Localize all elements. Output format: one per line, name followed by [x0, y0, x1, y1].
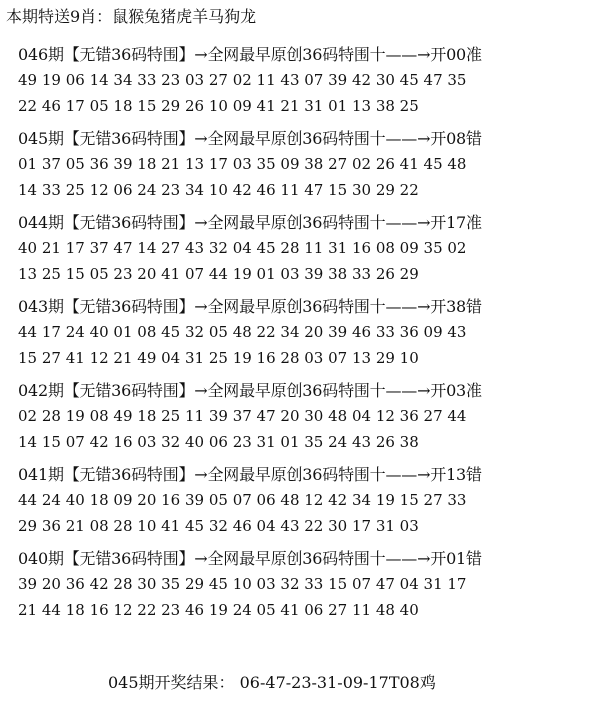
issue-header: 043期【无错36码特围】→全网最早原创36码特围十——→开38错 — [18, 297, 482, 316]
issue-header: 046期【无错36码特围】→全网最早原创36码特围十——→开00准 — [18, 45, 482, 64]
number-line: 01 37 05 36 39 18 21 13 17 03 35 09 38 27 02 26 41 45 48 — [18, 155, 467, 173]
number-line: 14 15 07 42 16 03 32 40 06 23 31 01 35 24 43 26 38 — [18, 433, 419, 451]
issue-block — [0, 462, 595, 539]
issue-header: 044期【无错36码特围】→全网最早原创36码特围十——→开17准 — [18, 213, 482, 232]
number-line: 44 17 24 40 01 08 45 32 05 48 22 34 20 39 46 33 36 09 43 — [18, 323, 467, 341]
issue-block — [0, 210, 595, 287]
issue-block — [0, 546, 595, 623]
issue-header: 040期【无错36码特围】→全网最早原创36码特围十——→开01错 — [18, 549, 482, 568]
number-line: 40 21 17 37 47 14 27 43 32 04 45 28 11 31 16 08 09 35 02 — [18, 239, 467, 257]
number-line: 39 20 36 42 28 30 35 29 45 10 03 32 33 15 07 47 04 31 17 — [18, 575, 467, 593]
intro-line: 本期特送9肖：鼠猴兔猪虎羊马狗龙 — [6, 7, 257, 26]
issue-header: 042期【无错36码特围】→全网最早原创36码特围十——→开03准 — [18, 381, 482, 400]
number-line: 13 25 15 05 23 20 41 07 44 19 01 03 39 38 33 26 29 — [18, 265, 419, 283]
number-line: 15 27 41 12 21 49 04 31 25 19 16 28 03 07 13 29 10 — [18, 349, 419, 367]
number-line: 49 19 06 14 34 33 23 03 27 02 11 43 07 39 42 30 45 47 35 — [18, 71, 467, 89]
issue-header: 041期【无错36码特围】→全网最早原创36码特围十——→开13错 — [18, 465, 482, 484]
issue-block — [0, 294, 595, 371]
number-line: 02 28 19 08 49 18 25 11 39 37 47 20 30 48 04 12 36 27 44 — [18, 407, 467, 425]
number-line: 44 24 40 18 09 20 16 39 05 07 06 48 12 42 34 19 15 27 33 — [18, 491, 467, 509]
issue-block — [0, 42, 595, 119]
number-line: 29 36 21 08 28 10 41 45 32 46 04 43 22 30 17 31 03 — [18, 517, 419, 535]
issue-block — [0, 126, 595, 203]
number-line: 21 44 18 16 12 22 23 46 19 24 05 41 06 27 11 48 40 — [18, 601, 419, 619]
issue-header: 045期【无错36码特围】→全网最早原创36码特围十——→开08错 — [18, 129, 482, 148]
issue-block — [0, 378, 595, 455]
number-line: 14 33 25 12 06 24 23 34 10 42 46 11 47 15 30 29 22 — [18, 181, 419, 199]
number-line: 22 46 17 05 18 15 29 26 10 09 41 21 31 01 13 38 25 — [18, 97, 419, 115]
draw-result: 045期开奖结果： 06-47-23-31-09-17T08鸡 — [108, 673, 436, 692]
